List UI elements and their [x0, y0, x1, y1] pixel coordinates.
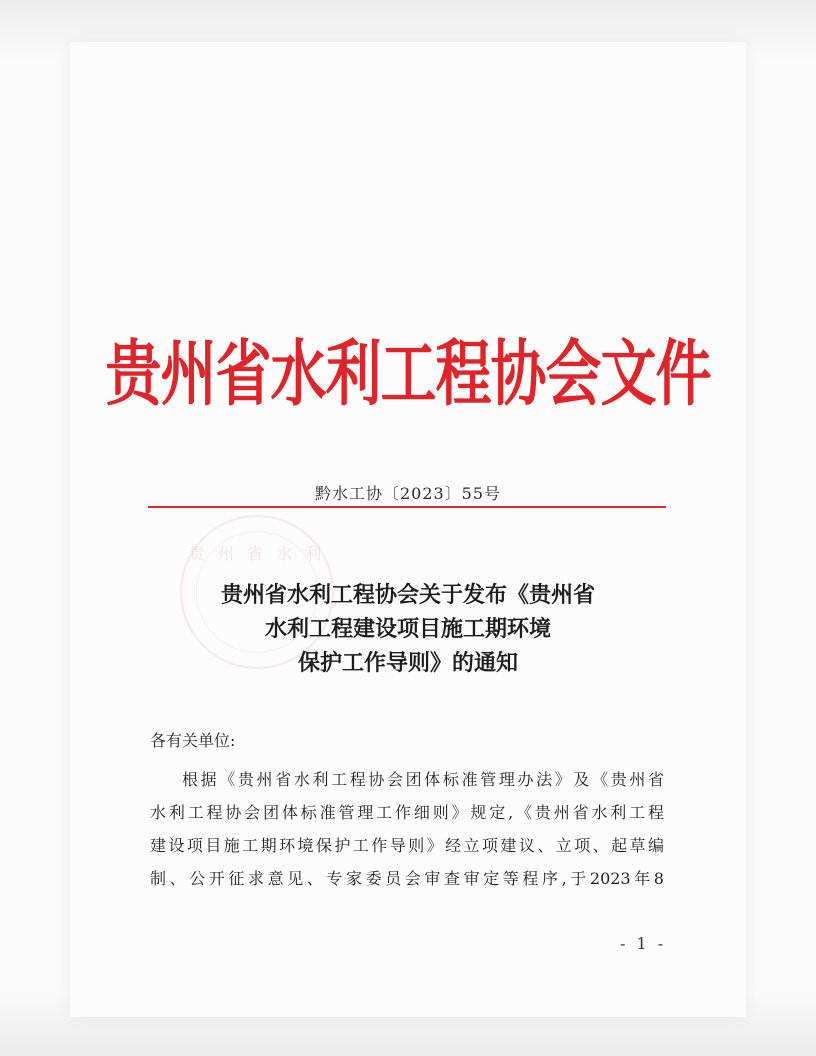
- document-number: 黔水工协〔2023〕55号: [314, 484, 502, 503]
- red-divider-rule: [148, 506, 666, 508]
- body-line-3: 建设项目施工期环境保护工作导则》经立项建议、立项、起草编: [150, 836, 664, 855]
- document-header-title: 贵州省水利工程协会文件: [105, 332, 711, 417]
- notice-title-line-2: 水利工程建设项目施工期环境: [264, 616, 551, 642]
- body-line-4: 制、公开征求意见、专家委员会审查审定等程序,于2023年8: [150, 869, 664, 888]
- notice-title-line-1: 贵州省水利工程协会关于发布《贵州省: [220, 582, 595, 608]
- body-line-1: 根据《贵州省水利工程协会团体标准管理办法》及《贵州省: [182, 770, 664, 789]
- salutation: 各有关单位:: [150, 731, 236, 750]
- page-number: - 1 -: [620, 934, 667, 953]
- body-paragraph: [150, 763, 664, 895]
- notice-title: [0, 578, 816, 680]
- body-line-2: 水利工程协会团体标准管理工作细则》规定,《贵州省水利工程: [150, 803, 664, 822]
- notice-title-line-3: 保护工作导则》的通知: [297, 650, 518, 676]
- seal-text: 贵 州 省 水 利: [188, 544, 326, 563]
